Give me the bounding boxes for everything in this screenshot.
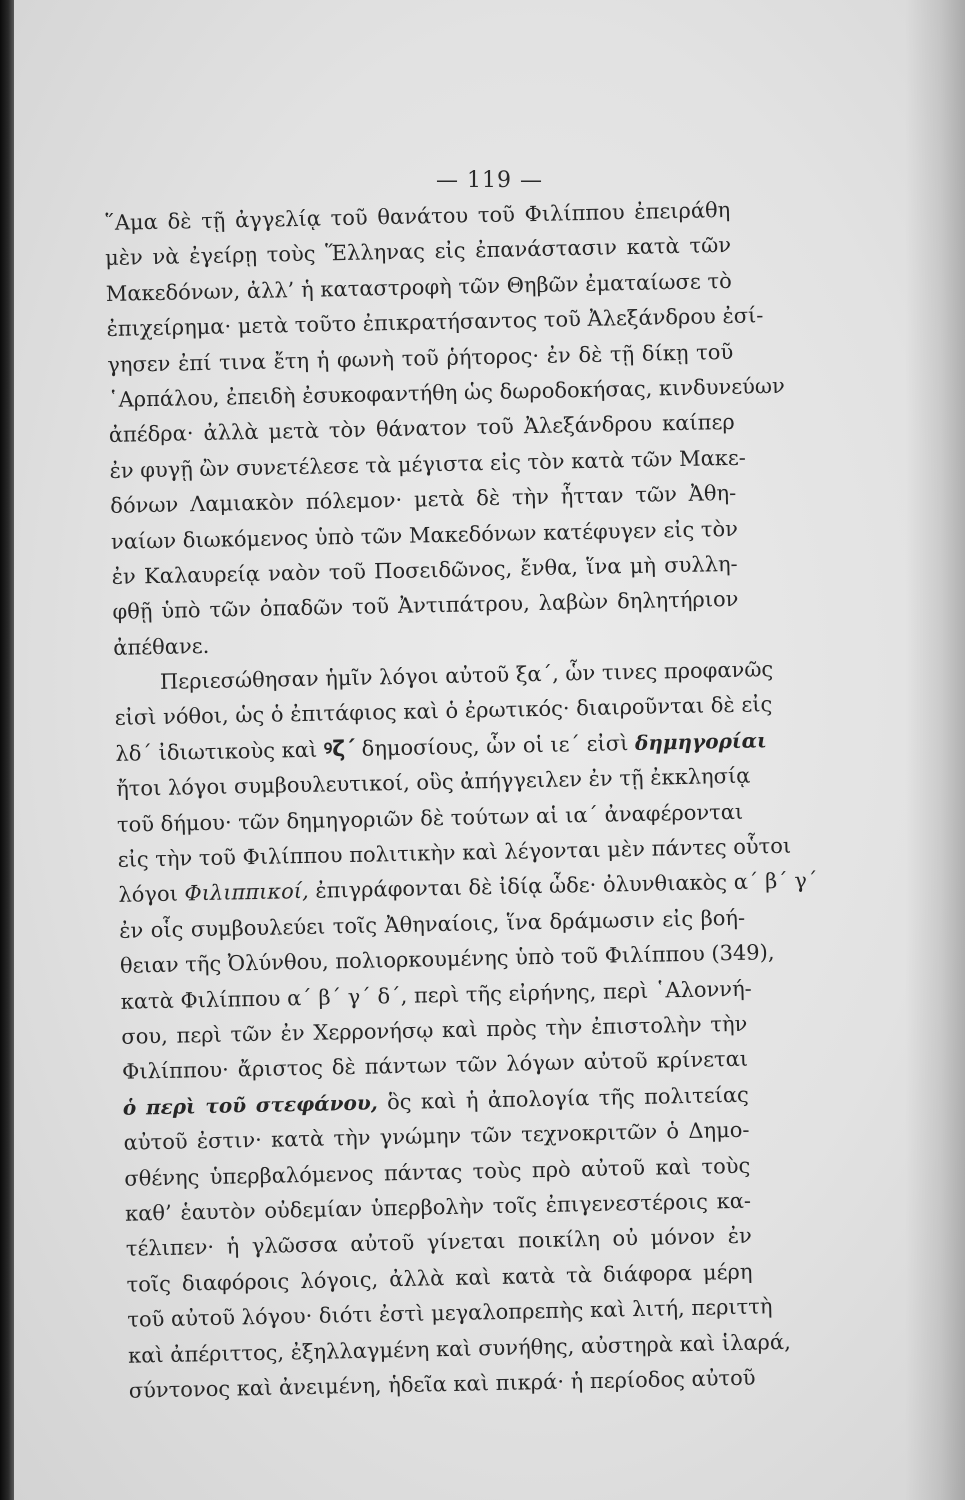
text-line: ἐν οἷς συμβουλεύει τοῖς Ἀθηναίοις, ἵνα δράμωσιν εἰς βοή- bbox=[118, 905, 746, 943]
text-line: ἀπέθανε. bbox=[112, 633, 210, 660]
text-line: ἀπέδρα· ἀλλὰ μετὰ τὸν θάνατον τοῦ Ἀλεξάνδρου καίπερ bbox=[108, 410, 735, 448]
text-line: ἐν Καλαυρείᾳ ναὸν τοῦ Ποσειδῶνος, ἔνθα, ἵνα μὴ συλλη- bbox=[111, 551, 738, 589]
text-line: τοῦ αὐτοῦ λόγου· διότι ἐστὶ μεγαλοπρεπὴς καὶ λιτή, περιττὴ bbox=[127, 1294, 773, 1332]
emphasized-term: ὁ περὶ τοῦ στεφάνου, bbox=[122, 1090, 378, 1120]
text-line: θειαν τῆς Ὀλύνθου, πολιορκουμένης ὑπὸ τοῦ Φιλίππου (349), bbox=[119, 940, 775, 979]
text-line: Μακεδόνων, ἀλλ’ ἡ καταστροφὴ τῶν Θηβῶν ἐματαίωσε τὸ bbox=[105, 268, 732, 306]
speech-count: ꝰζ΄ bbox=[323, 736, 356, 763]
page-shadow bbox=[905, 0, 965, 1500]
text-line: δόνων Λαμιακὸν πόλεμον· μετὰ δὲ τὴν ἧτταν τῶν Ἀθη- bbox=[110, 480, 737, 519]
text-span: δημοσίους, ὧν οἱ ιε΄ εἰσὶ bbox=[361, 730, 629, 761]
text-line: ἐπιχείρημα· μετὰ τοῦτο ἐπικρατήσαντος τοῦ Ἀλεξάνδρου ἐσί- bbox=[106, 303, 764, 342]
text-line: φθῇ ὑπὸ τῶν ὀπαδῶν τοῦ Ἀντιπάτρου, λαβὼν δηλητήριον bbox=[112, 587, 739, 625]
emphasized-term: δημηγορίαι bbox=[634, 728, 767, 755]
text-line: σθένης ὑπερβαλόμενος πάντας τοὺς πρὸ αὐτοῦ καὶ τοὺς bbox=[124, 1153, 751, 1191]
text-line: καθ’ ἑαυτὸν οὐδεμίαν ὑπερβολὴν τοῖς ἐπιγενεστέροις κα- bbox=[124, 1188, 752, 1226]
text-line: ῾Αρπάλου, ἐπειδὴ ἐσυκοφαντήθη ὡς δωροδοκήσας, κινδυνεύων bbox=[107, 373, 785, 412]
text-span: ὃς καὶ ἡ ἀπολογία τῆς πολιτείας bbox=[386, 1082, 749, 1115]
paragraph-2 bbox=[114, 653, 818, 1409]
book-spine-edge bbox=[0, 0, 14, 1500]
text-line: εἰσὶ νόθοι, ὡς ὁ ἐπιτάφιος καὶ ὁ ἐρωτικός· διαιροῦνται δὲ εἰς bbox=[114, 692, 773, 731]
text-line: τέλιπεν· ἡ γλῶσσα αὐτοῦ γίνεται ποικίλη οὐ μόνον ἐν bbox=[125, 1223, 752, 1262]
emphasized-term: Φιλιππικοί, bbox=[184, 879, 309, 906]
text-line: αὐτοῦ ἐστιν· κατὰ τὴν γνώμην τῶν τεχνοκριτῶν ὁ Δημο- bbox=[123, 1117, 750, 1155]
text-line: σου, περὶ τῶν ἐν Χερρονήσῳ καὶ πρὸς τὴν ἐπιστολὴν τὴν bbox=[121, 1011, 748, 1049]
text-line: ναίων διωκόμενος ὑπὸ τῶν Μακεδόνων κατέφυγεν εἰς τὸν bbox=[110, 516, 739, 554]
text-line: καὶ ἀπέριττος, ἐξηλλαγμένη καὶ συνήθης, αὐστηρὰ καὶ ἱλαρά, bbox=[127, 1329, 791, 1368]
text-line: ῞Αμα δὲ τῇ ἀγγελίᾳ τοῦ θανάτου τοῦ Φιλίππου ἐπειράθη bbox=[104, 197, 731, 235]
text-line: Περιεσώθησαν ἡμῖν λόγοι αὐτοῦ ξα΄, ὧν τινες προφανῶς bbox=[159, 657, 774, 695]
text-line: εἰς τὴν τοῦ Φιλίππου πολιτικὴν καὶ λέγονται μὲν πάντες οὗτοι bbox=[117, 833, 792, 872]
text-line: ἐν φυγῇ ὢν συνετέλεσε τὰ μέγιστα εἰς τὸν κατὰ τῶν Μακε- bbox=[109, 445, 747, 483]
page-number: — 119 — bbox=[436, 168, 543, 193]
paragraph-1 bbox=[104, 193, 785, 666]
text-line: μὲν νὰ ἐγείρῃ τοὺς Ἕλληνας εἰς ἐπανάστασιν κατὰ τῶν bbox=[104, 233, 732, 271]
text-span: ἐπιγράφονται δὲ ἰδίᾳ ὧδε· ὀλυνθιακὸς α΄ β΄ γ΄ bbox=[315, 868, 818, 904]
text-line: τοῦ δήμου· τῶν δημηγοριῶν δὲ τούτων αἱ ια΄ ἀναφέρονται bbox=[116, 799, 744, 837]
text-line: σύντονος καὶ ἀνειμένη, ἡδεῖα καὶ πικρά· ἡ περίοδος αὐτοῦ bbox=[128, 1365, 756, 1403]
text-line: τοῖς διαφόροις λόγοις, ἀλλὰ καὶ κατὰ τὰ διάφορα μέρη bbox=[126, 1259, 753, 1297]
text-line: Φιλίππου· ἄριστος δὲ πάντων τῶν λόγων αὐτοῦ κρίνεται bbox=[121, 1047, 749, 1085]
body-text bbox=[104, 193, 818, 1409]
book-page bbox=[14, 0, 965, 1500]
text-span: λδ΄ ἰδιωτικοὺς καὶ bbox=[115, 737, 318, 766]
text-line: γησεν ἐπί τινα ἔτη ἡ φωνὴ τοῦ ῥήτορος· ἐν δὲ τῇ δίκῃ τοῦ bbox=[107, 339, 734, 377]
text-line: ἤτοι λόγοι συμβουλευτικοί, οὓς ἀπήγγειλεν ἐν τῇ ἐκκλησίᾳ bbox=[115, 763, 751, 802]
text-line: κατὰ Φιλίππου α΄ β΄ γ΄ δ΄, περὶ τῆς εἰρήνης, περὶ ῾Αλοννή- bbox=[120, 976, 752, 1014]
text-span: λόγοι bbox=[118, 882, 179, 908]
